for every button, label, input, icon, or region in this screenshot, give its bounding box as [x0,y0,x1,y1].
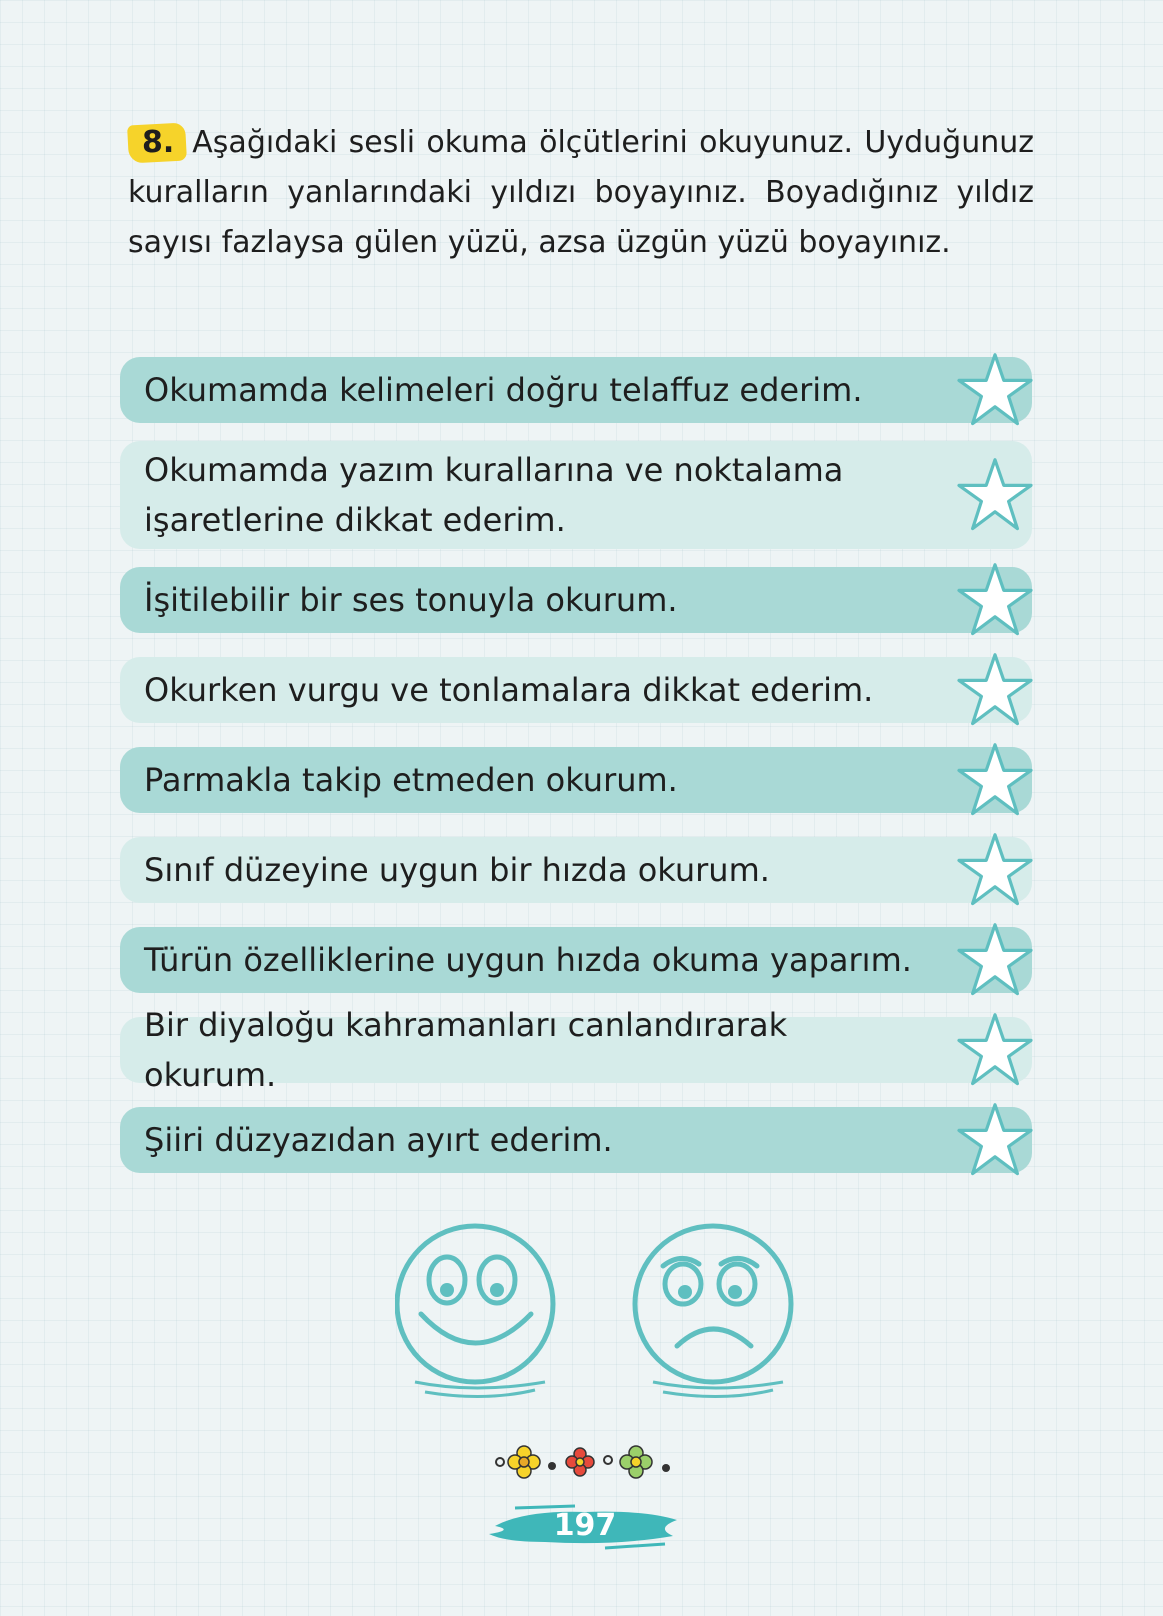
criterion-row [120,837,1032,903]
flower-decoration [492,1440,682,1484]
star-icon[interactable] [954,455,1036,535]
star-icon[interactable] [954,350,1036,430]
criterion-text: Okumamda kelimeleri doğru telaffuz ederim. [144,371,863,409]
criterion-row [120,927,1032,993]
criterion-row [120,747,1032,813]
page-number: 197 [553,1507,617,1543]
question [128,118,1034,268]
criterion-text: Şiiri düzyazıdan ayırt ederim. [144,1121,613,1159]
star-icon[interactable] [954,560,1036,640]
criterion-text: Sınıf düzeyine uygun bir hızda okurum. [144,851,770,889]
star-icon[interactable] [954,830,1036,910]
criterion-text: Bir diyaloğu kahramanları canlandırarak okurum. [144,1006,788,1094]
criterion-row [120,1107,1032,1173]
criterion-row [120,567,1032,633]
criterion-text: Okurken vurgu ve tonlamalara dikkat ederim. [144,671,874,709]
page-number-badge [485,1490,685,1560]
star-icon[interactable] [954,650,1036,730]
faces [395,1222,815,1412]
criterion-row [120,441,1032,549]
criterion-row [120,1006,1032,1094]
star-icon[interactable] [954,1010,1036,1090]
criterion-row [120,357,1032,423]
star-icon[interactable] [954,920,1036,1000]
star-icon[interactable] [954,1100,1036,1180]
criterion-text: Okumamda yazım kurallarına ve noktalama işaretlerine dikkat ederim. [144,451,844,539]
question-text: Aşağıdaki sesli okuma ölçütlerini okuyunuz. Uyduğunuz kuralların yanlarındaki yıldızı boyayınız. Boyadığınız yıldız sayısı fazlaysa gülen yüzü, azsa üzgün yüzü boyayınız. [128,125,1034,260]
star-icon[interactable] [954,740,1036,820]
criterion-row [120,657,1032,723]
sad-face-icon[interactable] [635,1226,791,1397]
happy-face-icon[interactable] [397,1226,553,1397]
question-number: 8. [128,118,184,168]
criterion-text: İşitilebilir bir ses tonuyla okurum. [144,581,678,619]
criterion-text: Türün özelliklerine uygun hızda okuma yaparım. [144,941,912,979]
criterion-text: Parmakla takip etmeden okurum. [144,761,678,799]
